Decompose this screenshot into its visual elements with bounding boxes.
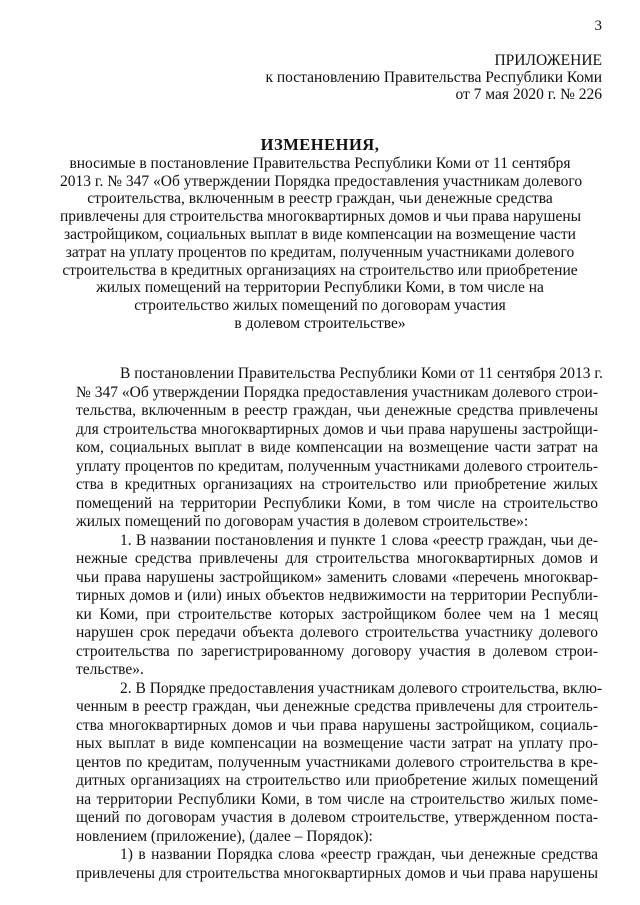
paragraph-line: ки Коми, при строительстве которых застройщиком более чем на 1 месяц [76, 605, 598, 623]
paragraph-line: ных выплат в виде компенсации на возмещение части затрат на уплату про- [76, 735, 598, 752]
paragraph-line: на территории Республики Коми, в том числе на строительство жилых поме- [76, 790, 598, 808]
heading [60, 135, 583, 333]
appendix-line-1: к постановлению Правительства Республики Коми [265, 69, 602, 86]
subtitle-line: строительства, включенным в реестр граждан, чьи денежные средства [87, 190, 553, 208]
paragraph-line: дитных организациях на строительство или приобретение жилых помещений [76, 772, 598, 789]
paragraph-line: привлечены для строительства многоквартирных домов и чьи права нарушены [76, 864, 598, 882]
paragraph-line: ченным в реестр граждан, чьи денежные средства привлечены для строитель- [76, 698, 598, 715]
subtitle-line: жилых помещений на территории Республики Коми, в том числе на [96, 279, 544, 297]
subtitle-line: вносимые в постановление Правительства Республики Коми от 11 сентября [69, 154, 571, 172]
paragraph-line: тельстве». [76, 661, 144, 678]
paragraph-line: чьи права нарушены застройщиком» заменить словами «перечень многоквар- [76, 568, 598, 586]
paragraph [76, 365, 603, 532]
paragraph [76, 532, 598, 680]
paragraph-line: 1. В названии постановления и пункте 1 слова «реестр граждан, чьи де- [120, 531, 598, 549]
paragraph-line: строительства по зарегистрированному договору участия в долевом строи- [76, 642, 598, 660]
paragraph-line: новлением (приложение), (далее – Порядок): [76, 827, 373, 845]
paragraph-line: тельства, включенным в реестр граждан, чьи денежные средства привлечены [76, 402, 598, 419]
paragraph-line: жилых помещений по договорам участия в долевом строительстве»: [76, 513, 529, 530]
paragraph-line: ства многоквартирных домов и чьи права нарушены застройщиком, социаль- [76, 716, 598, 734]
paragraph-line: помещений на территории Республики Коми, в том числе на строительство [76, 494, 598, 512]
subtitle-line: строительства в кредитных организациях на строительство или приобретение [62, 261, 578, 279]
subtitle-line: 2013 г. № 347 «Об утверждении Порядка предоставления участникам долевого [60, 172, 583, 190]
appendix-header [265, 52, 602, 103]
document-subtitle [60, 154, 583, 333]
paragraph-line: № 347 «Об утверждении Порядка предоставления участникам долевого строи- [76, 383, 598, 401]
paragraph-line: центов по кредитам, полученным участниками долевого строительства в кре- [76, 753, 598, 771]
paragraph-line: В постановлении Правительства Республики Коми от 11 сентября 2013 г. [120, 365, 603, 382]
paragraph-line: щений по договорам участия в долевом строительстве, утвержденном поста- [76, 809, 598, 826]
appendix-line-2: от 7 мая 2020 г. № 226 [455, 86, 602, 103]
paragraph-line: 1) в названии Порядка слова «реестр граждан, чьи денежные средства [120, 846, 598, 863]
subtitle-line: строительство жилых помещений по договорам участия [134, 297, 506, 315]
paragraph-line: нарушен срок передачи объекта долевого строительства участнику долевого [76, 624, 598, 641]
document-title: ИЗМЕНЕНИЯ, [260, 135, 380, 154]
paragraph-line: нежные средства привлечены для строительства многоквартирных домов и [76, 550, 598, 567]
paragraph-line: ства в кредитных организациях на строительство или приобретение жилых [76, 476, 598, 493]
page-number: 3 [594, 18, 602, 34]
subtitle-line: в долевом строительстве» [234, 314, 406, 332]
paragraph [76, 846, 598, 883]
appendix-label: ПРИЛОЖЕНИЕ [494, 52, 602, 69]
subtitle-line: привлечены для строительства многоквартирных домов и чьи права нарушены [60, 208, 582, 226]
paragraph-line: уплату процентов по кредитам, полученным участниками долевого строитель- [76, 457, 598, 475]
paragraph-line: для строительства многоквартирных домов и чьи права нарушены застройщи- [76, 420, 598, 438]
paragraph-line: ком, социальных выплат в виде компенсации на возмещение части затрат на [76, 439, 598, 456]
paragraph-line: 2. В Порядке предоставления участникам долевого строительства, вклю- [120, 679, 603, 697]
subtitle-line: застройщиком, социальных выплат в виде компенсации на возмещение части [64, 225, 576, 243]
paragraph [76, 679, 603, 847]
subtitle-line: затрат на уплату процентов по кредитам, полученным участниками долевого [65, 243, 575, 261]
document-body [76, 365, 603, 883]
paragraph-line: тирных домов и (или) иных объектов недвижимости на территории Республи- [76, 587, 598, 604]
